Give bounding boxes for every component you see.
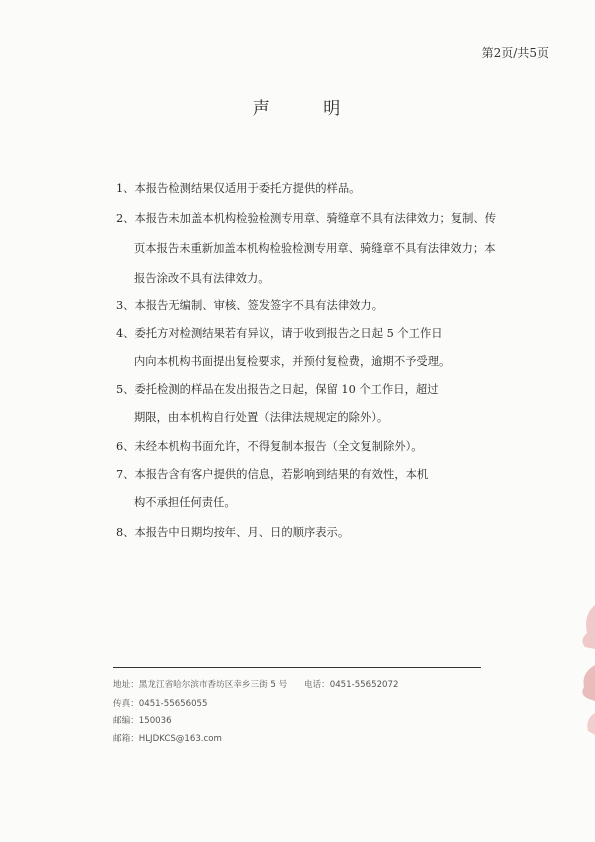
list-item: 5、委托检测的样品在发出报告之日起，保留 10 个工作日，超过 (116, 383, 439, 396)
list-item: 4、委托方对检测结果若有异议，请于收到报告之日起 5 个工作日 (116, 327, 443, 340)
list-item: 3、本报告无编制、审核、签发签字不具有法律效力。 (116, 299, 384, 312)
footer-divider (113, 667, 481, 668)
footer-fax: 传真：0451-55656055 (113, 699, 208, 709)
page-number: 第2页/共5页 (481, 46, 549, 60)
list-item-continuation: 报告涂改不具有法律效力。 (134, 272, 270, 285)
title-char: 声 (252, 99, 272, 119)
list-item: 8、本报告中日期均按年、月、日的顺序表示。 (116, 526, 350, 539)
list-item: 2、本报告未加盖本机构检验检测专用章、骑缝章不具有法律效力；复制、传 (116, 212, 496, 225)
list-item-continuation: 内向本机构书面提出复检要求，并预付复检费，逾期不予受理。 (134, 355, 451, 368)
list-item: 6、未经本机构书面允许，不得复制本报告（全文复制除外）。 (116, 440, 423, 453)
footer-postcode: 邮编：150036 (113, 716, 172, 726)
footer-address: 地址：黑龙江省哈尔滨市香坊区幸乡三街 5 号 (113, 680, 288, 690)
list-item-continuation: 构不承担任何责任。 (134, 496, 236, 509)
list-item: 7、本报告含有客户提供的信息，若影响到结果的有效性，本机 (116, 468, 429, 481)
title-char: 明 (323, 99, 343, 119)
footer-address-line (113, 678, 398, 690)
list-item-continuation: 期限，由本机构自行处置（法律法规规定的除外）。 (134, 411, 389, 424)
list-item-continuation: 页本报告未重新加盖本机构检验检测专用章、骑缝章不具有法律效力；本 (134, 242, 496, 255)
footer-phone: 电话：0451-55652072 (303, 680, 399, 690)
footer-email: 邮箱：HLJDKCS@163.com (113, 734, 222, 744)
page-title (0, 94, 595, 119)
seal-stamp-fragment (575, 595, 595, 735)
list-item: 1、本报告检测结果仅适用于委托方提供的样品。 (116, 182, 361, 195)
